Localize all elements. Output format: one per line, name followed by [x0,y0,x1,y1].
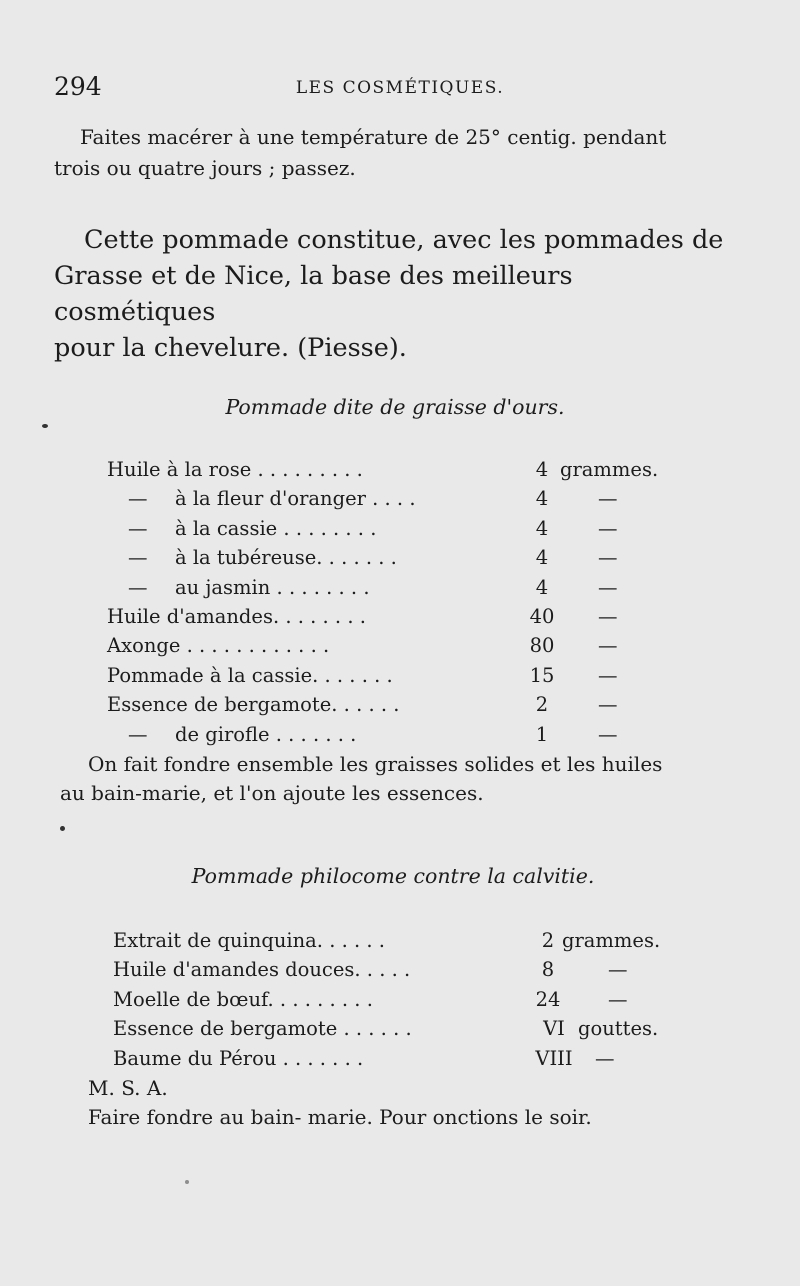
commentary-line-3: pour la chevelure. (Piesse). [54,333,407,363]
ingredient-quantity: 24 [535,987,561,1011]
ingredient-name: Essence de bergamote. . . . . . [107,693,400,717]
ingredient-name: Axonge . . . . . . . . . . . . [107,634,330,658]
ingredient-unit: gouttes. [578,1017,659,1041]
ingredient-name: de girofle . . . . . . . [175,722,357,746]
ingredient-unit: grammes. [560,458,659,481]
ingredient-quantity: 4 [535,546,549,570]
ingredient-name: Huile d'amandes. . . . . . . . [107,605,366,628]
ingredient-row [0,926,800,956]
ingredient-name: Huile à la rose . . . . . . . . . [107,458,363,481]
running-title: LES COSMÉTIQUES. [295,78,505,98]
ingredient-unit: — [598,663,618,687]
ingredient-quantity: 15 [529,663,555,687]
ingredient-name: Essence de bergamote . . . . . . [113,1017,412,1041]
recipe-2-msa: M. S. A. [88,1076,168,1100]
ingredient-quantity: VI [543,1017,565,1041]
intro-paragraph [54,122,724,184]
ingredient-quantity: 2 [541,929,555,952]
ingredient-unit: — [598,693,618,717]
ingredient-quantity: 8 [541,958,555,982]
ingredient-name: Pommade à la cassie. . . . . . . [107,663,393,687]
ingredient-row [0,543,800,573]
ingredient-row [0,573,800,603]
recipe-2-instruction: Faire fondre au bain- marie. Pour onctions le soir. [88,1105,592,1129]
intro-line-2: trois ou quatre jours ; passez. [54,156,356,180]
ingredient-row [0,602,800,632]
ingredient-row [0,985,800,1015]
ingredient-quantity: 4 [535,516,549,540]
ingredient-name: à la cassie . . . . . . . . [175,516,377,540]
ingredient-name: à la tubéreuse. . . . . . . [175,546,397,570]
ingredient-quantity: VIII [535,1046,573,1070]
ingredient-quantity: 4 [535,575,549,599]
ingredient-name: Moelle de bœuf. . . . . . . . . [113,987,373,1011]
commentary-line-2: Grasse et de Nice, la base des meilleurs cosmétiques [54,261,573,327]
ingredient-row [0,631,800,661]
ingredient-name: à la fleur d'oranger . . . . [175,487,416,511]
ingredient-row [0,455,800,485]
ingredient-quantity: 80 [529,634,555,658]
ingredient-unit: — [598,605,618,628]
ingredient-row [0,690,800,720]
ingredient-row [0,661,800,691]
ink-speck [42,424,48,428]
ingredient-row [0,955,800,985]
ingredient-unit: — [598,487,618,511]
ingredient-unit: — [608,987,628,1011]
ingredient-name: Huile d'amandes douces. . . . . [113,958,411,982]
ingredient-unit: — [598,516,618,540]
recipe-1-note-line-2: au bain-marie, et l'on ajoute les essences. [60,781,484,805]
ditto-dash: — [128,575,148,599]
ingredient-row [0,720,800,750]
ingredient-unit: — [608,958,628,982]
ingredient-quantity: 40 [529,605,555,628]
ingredient-unit: — [598,634,618,658]
recipe-2-title: Pommade philocome contre la calvitie. [191,864,595,888]
ingredient-row [0,514,800,544]
ditto-dash: — [128,487,148,511]
ink-speck [60,826,65,831]
ingredient-row [0,1044,800,1074]
ingredient-quantity: 4 [535,458,549,481]
ditto-dash: — [128,722,148,746]
ingredient-row [0,1014,800,1044]
commentary-paragraph [54,222,734,366]
ditto-dash: — [128,546,148,570]
ingredient-unit: — [598,722,618,746]
ingredient-quantity: 4 [535,487,549,511]
ingredient-quantity: 1 [535,722,549,746]
ditto-dash: — [128,516,148,540]
ink-speck [185,1180,189,1184]
ingredient-unit: — [598,546,618,570]
ingredient-name: au jasmin . . . . . . . . [175,575,370,599]
recipe-1-title: Pommade dite de graisse d'ours. [225,395,565,419]
ingredient-unit: — [598,575,618,599]
intro-line-1: Faites macérer à une température de 25° centig. pendant [80,125,667,149]
recipe-1-note-line-1: On fait fondre ensemble les graisses solides et les huiles [88,752,663,776]
ingredient-unit: grammes. [562,929,661,952]
ingredient-unit: — [595,1046,615,1070]
ingredient-name: Extrait de quinquina. . . . . . [113,929,385,952]
ingredient-row [0,484,800,514]
commentary-line-1: Cette pommade constitue, avec les pommades de [84,225,724,255]
ingredient-quantity: 2 [535,693,549,717]
ingredient-name: Baume du Pérou . . . . . . . [113,1046,364,1070]
page-number: 294 [54,72,102,101]
